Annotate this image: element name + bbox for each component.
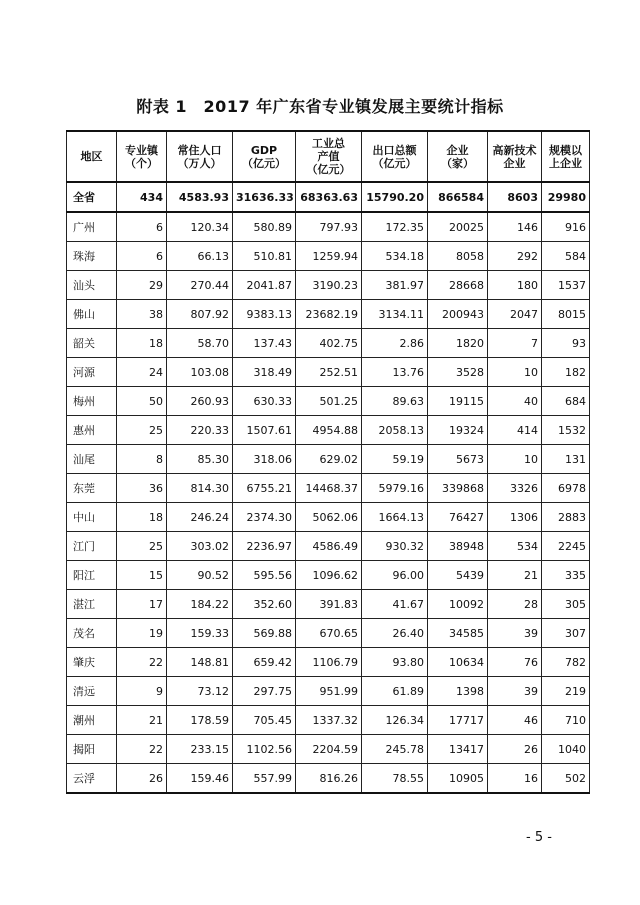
region-cell: 汕头: [67, 271, 117, 300]
value-cell: 29: [117, 271, 167, 300]
value-cell: 25: [117, 416, 167, 445]
value-cell: 866584: [428, 182, 488, 212]
region-cell: 揭阳: [67, 735, 117, 764]
value-cell: 292: [488, 242, 542, 271]
value-cell: 59.19: [362, 445, 428, 474]
value-cell: 10: [488, 358, 542, 387]
value-cell: 534.18: [362, 242, 428, 271]
value-cell: 303.02: [167, 532, 233, 561]
region-cell: 梅州: [67, 387, 117, 416]
statistics-table: [66, 130, 590, 794]
value-cell: 46: [488, 706, 542, 735]
value-cell: 39: [488, 677, 542, 706]
table-row: [67, 735, 590, 764]
value-cell: 2041.87: [233, 271, 296, 300]
value-cell: 391.83: [296, 590, 362, 619]
value-cell: 76: [488, 648, 542, 677]
value-cell: 8058: [428, 242, 488, 271]
value-cell: 2.86: [362, 329, 428, 358]
value-cell: 1337.32: [296, 706, 362, 735]
value-cell: 148.81: [167, 648, 233, 677]
value-cell: 126.34: [362, 706, 428, 735]
value-cell: 73.12: [167, 677, 233, 706]
value-cell: 4954.88: [296, 416, 362, 445]
total-row: [67, 182, 590, 212]
table-row: [67, 561, 590, 590]
value-cell: 10905: [428, 764, 488, 794]
value-cell: 34585: [428, 619, 488, 648]
value-cell: 352.60: [233, 590, 296, 619]
value-cell: 172.35: [362, 212, 428, 242]
value-cell: 5673: [428, 445, 488, 474]
value-cell: 9383.13: [233, 300, 296, 329]
value-cell: 3528: [428, 358, 488, 387]
region-cell: 阳江: [67, 561, 117, 590]
value-cell: 2204.59: [296, 735, 362, 764]
value-cell: 120.34: [167, 212, 233, 242]
value-cell: 85.30: [167, 445, 233, 474]
value-cell: 2047: [488, 300, 542, 329]
value-cell: 1664.13: [362, 503, 428, 532]
value-cell: 146: [488, 212, 542, 242]
value-cell: 246.24: [167, 503, 233, 532]
value-cell: 78.55: [362, 764, 428, 794]
region-cell: 潮州: [67, 706, 117, 735]
value-cell: 137.43: [233, 329, 296, 358]
value-cell: 1507.61: [233, 416, 296, 445]
value-cell: 930.32: [362, 532, 428, 561]
table-title: 附表 1 2017 年广东省专业镇发展主要统计指标: [136, 97, 504, 116]
value-cell: 38: [117, 300, 167, 329]
value-cell: 182: [542, 358, 590, 387]
value-cell: 16: [488, 764, 542, 794]
value-cell: 103.08: [167, 358, 233, 387]
value-cell: 335: [542, 561, 590, 590]
value-cell: 29980: [542, 182, 590, 212]
value-cell: 159.33: [167, 619, 233, 648]
value-cell: 19115: [428, 387, 488, 416]
value-cell: 200943: [428, 300, 488, 329]
value-cell: 414: [488, 416, 542, 445]
value-cell: 1040: [542, 735, 590, 764]
value-cell: 4583.93: [167, 182, 233, 212]
value-cell: 10: [488, 445, 542, 474]
region-cell: 河源: [67, 358, 117, 387]
table-row: [67, 648, 590, 677]
table-row: [67, 590, 590, 619]
region-cell: 汕尾: [67, 445, 117, 474]
value-cell: 18: [117, 329, 167, 358]
value-cell: 8603: [488, 182, 542, 212]
value-cell: 659.42: [233, 648, 296, 677]
value-cell: 17: [117, 590, 167, 619]
value-cell: 219: [542, 677, 590, 706]
value-cell: 5979.16: [362, 474, 428, 503]
value-cell: 18: [117, 503, 167, 532]
value-cell: 61.89: [362, 677, 428, 706]
table-row: [67, 329, 590, 358]
region-cell: 珠海: [67, 242, 117, 271]
value-cell: 6755.21: [233, 474, 296, 503]
table-row: [67, 532, 590, 561]
value-cell: 1820: [428, 329, 488, 358]
value-cell: 252.51: [296, 358, 362, 387]
value-cell: 184.22: [167, 590, 233, 619]
table-row: [67, 474, 590, 503]
value-cell: 233.15: [167, 735, 233, 764]
value-cell: 21: [488, 561, 542, 590]
column-header: 企业 （家）: [428, 131, 488, 182]
value-cell: 2245: [542, 532, 590, 561]
value-cell: 14468.37: [296, 474, 362, 503]
value-cell: 4586.49: [296, 532, 362, 561]
value-cell: 25: [117, 532, 167, 561]
value-cell: 1306: [488, 503, 542, 532]
value-cell: 814.30: [167, 474, 233, 503]
value-cell: 629.02: [296, 445, 362, 474]
value-cell: 1259.94: [296, 242, 362, 271]
value-cell: 89.63: [362, 387, 428, 416]
value-cell: 21: [117, 706, 167, 735]
header-row: [67, 131, 590, 182]
value-cell: 24: [117, 358, 167, 387]
table-row: [67, 503, 590, 532]
value-cell: 297.75: [233, 677, 296, 706]
value-cell: 339868: [428, 474, 488, 503]
value-cell: 797.93: [296, 212, 362, 242]
value-cell: 22: [117, 648, 167, 677]
value-cell: 9: [117, 677, 167, 706]
value-cell: 2058.13: [362, 416, 428, 445]
value-cell: 951.99: [296, 677, 362, 706]
value-cell: 23682.19: [296, 300, 362, 329]
value-cell: 1102.56: [233, 735, 296, 764]
value-cell: 502: [542, 764, 590, 794]
region-cell: 中山: [67, 503, 117, 532]
region-cell: 肇庆: [67, 648, 117, 677]
column-header: 常住人口 （万人）: [167, 131, 233, 182]
region-cell: 惠州: [67, 416, 117, 445]
table-row: [67, 706, 590, 735]
value-cell: 807.92: [167, 300, 233, 329]
region-cell: 茂名: [67, 619, 117, 648]
value-cell: 2374.30: [233, 503, 296, 532]
value-cell: 19: [117, 619, 167, 648]
value-cell: 15790.20: [362, 182, 428, 212]
value-cell: 93: [542, 329, 590, 358]
region-cell: 韶关: [67, 329, 117, 358]
value-cell: 245.78: [362, 735, 428, 764]
value-cell: 50: [117, 387, 167, 416]
value-cell: 569.88: [233, 619, 296, 648]
value-cell: 684: [542, 387, 590, 416]
column-header: 规模以 上企业: [542, 131, 590, 182]
value-cell: 39: [488, 619, 542, 648]
value-cell: 3134.11: [362, 300, 428, 329]
value-cell: 318.49: [233, 358, 296, 387]
value-cell: 816.26: [296, 764, 362, 794]
region-cell: 清远: [67, 677, 117, 706]
value-cell: 318.06: [233, 445, 296, 474]
value-cell: 580.89: [233, 212, 296, 242]
region-cell: 湛江: [67, 590, 117, 619]
value-cell: 28: [488, 590, 542, 619]
value-cell: 3326: [488, 474, 542, 503]
column-header: 高新技术 企业: [488, 131, 542, 182]
page-number: - 5 -: [526, 830, 552, 845]
value-cell: 40: [488, 387, 542, 416]
table-row: [67, 677, 590, 706]
value-cell: 41.67: [362, 590, 428, 619]
column-header: 出口总额 （亿元）: [362, 131, 428, 182]
value-cell: 13417: [428, 735, 488, 764]
value-cell: 510.81: [233, 242, 296, 271]
value-cell: 270.44: [167, 271, 233, 300]
value-cell: 1398: [428, 677, 488, 706]
table-row: [67, 212, 590, 242]
table-header: [67, 131, 590, 182]
value-cell: 76427: [428, 503, 488, 532]
value-cell: 307: [542, 619, 590, 648]
value-cell: 131: [542, 445, 590, 474]
value-cell: 180: [488, 271, 542, 300]
value-cell: 1532: [542, 416, 590, 445]
value-cell: 26: [488, 735, 542, 764]
value-cell: 7: [488, 329, 542, 358]
value-cell: 557.99: [233, 764, 296, 794]
value-cell: 26: [117, 764, 167, 794]
value-cell: 93.80: [362, 648, 428, 677]
table-row: [67, 358, 590, 387]
region-cell: 广州: [67, 212, 117, 242]
value-cell: 402.75: [296, 329, 362, 358]
value-cell: 916: [542, 212, 590, 242]
value-cell: 22: [117, 735, 167, 764]
region-cell: 佛山: [67, 300, 117, 329]
region-cell: 全省: [67, 182, 117, 212]
value-cell: 1106.79: [296, 648, 362, 677]
table-row: [67, 387, 590, 416]
value-cell: 5439: [428, 561, 488, 590]
value-cell: 534: [488, 532, 542, 561]
value-cell: 782: [542, 648, 590, 677]
value-cell: 6978: [542, 474, 590, 503]
value-cell: 670.65: [296, 619, 362, 648]
value-cell: 5062.06: [296, 503, 362, 532]
value-cell: 305: [542, 590, 590, 619]
table-row: [67, 416, 590, 445]
column-header: 地区: [67, 131, 117, 182]
value-cell: 1096.62: [296, 561, 362, 590]
value-cell: 17717: [428, 706, 488, 735]
value-cell: 38948: [428, 532, 488, 561]
column-header: 专业镇 （个）: [117, 131, 167, 182]
table-body: [67, 182, 590, 793]
value-cell: 19324: [428, 416, 488, 445]
value-cell: 68363.63: [296, 182, 362, 212]
value-cell: 381.97: [362, 271, 428, 300]
value-cell: 13.76: [362, 358, 428, 387]
value-cell: 90.52: [167, 561, 233, 590]
value-cell: 96.00: [362, 561, 428, 590]
value-cell: 159.46: [167, 764, 233, 794]
region-cell: 江门: [67, 532, 117, 561]
value-cell: 10634: [428, 648, 488, 677]
value-cell: 260.93: [167, 387, 233, 416]
value-cell: 31636.33: [233, 182, 296, 212]
value-cell: 220.33: [167, 416, 233, 445]
column-header: 工业总 产值 （亿元）: [296, 131, 362, 182]
region-cell: 东莞: [67, 474, 117, 503]
value-cell: 20025: [428, 212, 488, 242]
value-cell: 584: [542, 242, 590, 271]
table-row: [67, 764, 590, 794]
value-cell: 66.13: [167, 242, 233, 271]
value-cell: 15: [117, 561, 167, 590]
value-cell: 10092: [428, 590, 488, 619]
table-row: [67, 300, 590, 329]
table-row: [67, 271, 590, 300]
value-cell: 6: [117, 242, 167, 271]
value-cell: 6: [117, 212, 167, 242]
value-cell: 501.25: [296, 387, 362, 416]
value-cell: 1537: [542, 271, 590, 300]
value-cell: 3190.23: [296, 271, 362, 300]
value-cell: 2883: [542, 503, 590, 532]
value-cell: 8015: [542, 300, 590, 329]
value-cell: 2236.97: [233, 532, 296, 561]
value-cell: 8: [117, 445, 167, 474]
value-cell: 28668: [428, 271, 488, 300]
column-header: GDP （亿元）: [233, 131, 296, 182]
value-cell: 710: [542, 706, 590, 735]
table-row: [67, 445, 590, 474]
value-cell: 26.40: [362, 619, 428, 648]
value-cell: 434: [117, 182, 167, 212]
value-cell: 630.33: [233, 387, 296, 416]
value-cell: 595.56: [233, 561, 296, 590]
table-row: [67, 619, 590, 648]
region-cell: 云浮: [67, 764, 117, 794]
table-row: [67, 242, 590, 271]
value-cell: 58.70: [167, 329, 233, 358]
value-cell: 36: [117, 474, 167, 503]
value-cell: 705.45: [233, 706, 296, 735]
value-cell: 178.59: [167, 706, 233, 735]
